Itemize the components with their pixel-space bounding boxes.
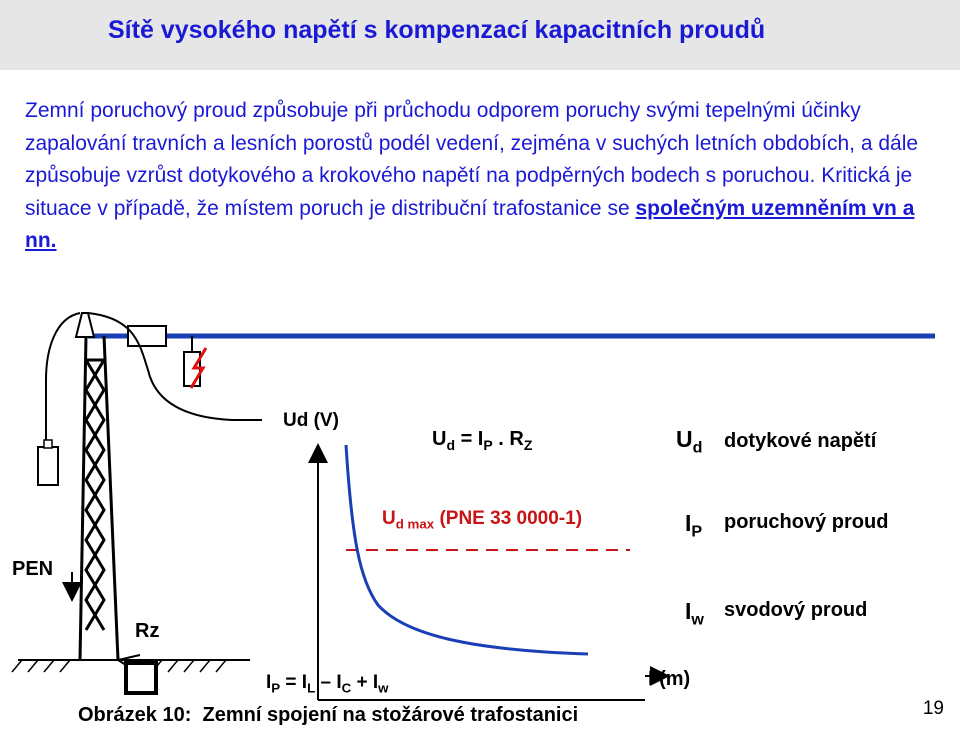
top-insulator <box>76 313 94 337</box>
formula-ip: $I_P = I_L - I_C + I_w$ <box>266 672 389 696</box>
paragraph-text: Zemní poruchový proud způsobuje při průchodu odporem poruchy svými tepelnými účinky zapalování travních a lesních porostů podél vedení, zejména v suchých letních obdobích, a dále způsobuje vzrůst dotykového a krokového napětí na podpěrných bodech s poruchou. Kritická je situace v případě, že místem poruch je distribuční trafostanice se <box>25 99 919 220</box>
tower-box-inner <box>44 440 52 448</box>
ud-max-label: $U_{d max}$ (PNE 33 0000-1) <box>382 508 583 532</box>
ud-axis-label: Ud (V) <box>283 410 339 431</box>
lattice-tower <box>80 336 118 660</box>
rz-label: Rz <box>135 620 160 642</box>
legend-ip-desc: poruchový proud <box>724 511 889 533</box>
slide-title: Sítě vysokého napětí s kompenzací kapacitních proudů <box>108 16 766 44</box>
figure-caption: Obrázek 10: Zemní spojení na stožárové trafostanici <box>78 704 579 726</box>
paragraph-highlight: společným uzemněním vn a nn. <box>25 196 915 252</box>
legend-ud-desc: dotykové napětí <box>724 430 877 452</box>
legend-ip-symbol: $I_P$ <box>685 510 703 541</box>
legend-ud-symbol: $U_d$ <box>676 426 703 457</box>
i-axis-label: I (m) <box>648 668 691 690</box>
lead-wire-2 <box>88 313 262 420</box>
tower-box-left <box>38 447 58 485</box>
page-number: 19 <box>922 698 944 719</box>
lead-wire <box>46 313 80 445</box>
legend-iw-desc: svodový proud <box>724 599 868 621</box>
pen-label: PEN <box>12 558 54 580</box>
formula-ud: $U_d = I_P$ . $R_Z$ <box>432 428 533 453</box>
legend-iw-symbol: $I_w$ <box>685 598 704 629</box>
earth-electrode <box>126 663 156 693</box>
